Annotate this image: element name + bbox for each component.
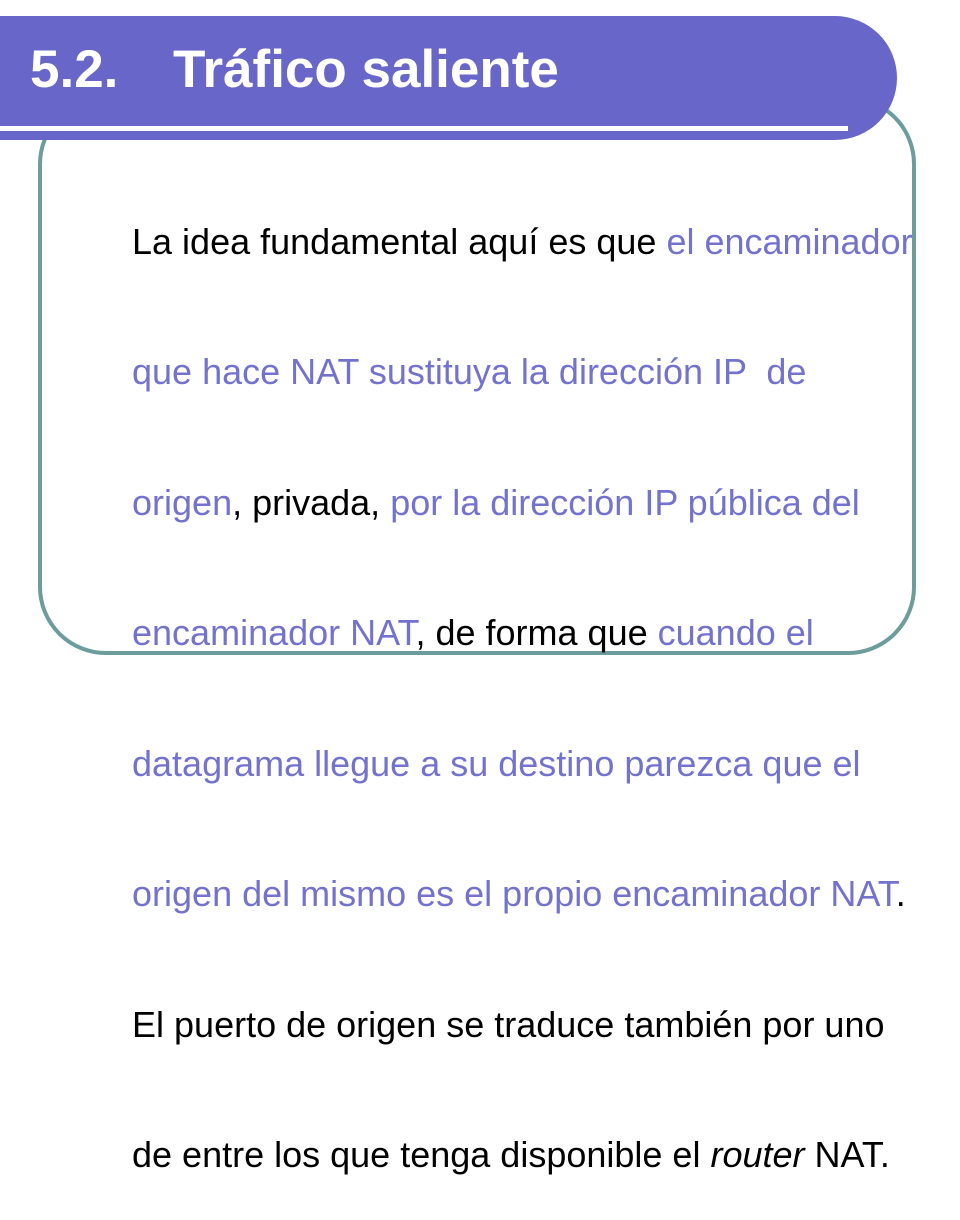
title-number: 5.2. xyxy=(30,42,118,98)
body-line xyxy=(72,959,917,1090)
body-line xyxy=(72,176,917,307)
body-line xyxy=(72,829,917,960)
title-underline xyxy=(0,126,848,131)
text-segment: encaminador NAT xyxy=(132,612,415,653)
text-segment: , de forma que xyxy=(415,612,657,653)
text-segment: El puerto de origen se traduce también por uno xyxy=(132,1004,884,1045)
body-text xyxy=(72,176,917,1220)
body-line xyxy=(72,307,917,438)
text-segment: La idea fundamental aquí es que xyxy=(132,221,666,262)
text-segment: cuando el xyxy=(658,612,814,653)
text-segment: router xyxy=(710,1134,804,1175)
text-segment: NAT. xyxy=(805,1134,890,1175)
text-segment: por la dirección IP pública del xyxy=(390,482,860,523)
text-segment: de entre los que tenga disponible el xyxy=(132,1134,710,1175)
text-segment: que hace NAT sustituya la dirección IP de xyxy=(132,351,806,392)
text-segment: origen del mismo es el propio encaminador NAT xyxy=(132,873,896,914)
text-segment: datagrama llegue a su destino parezca que el xyxy=(132,743,861,784)
text-segment: origen xyxy=(132,482,232,523)
body-line xyxy=(72,437,917,568)
body-line xyxy=(72,1090,917,1220)
title-text: Tráfico saliente xyxy=(173,42,559,98)
text-segment: , privada, xyxy=(232,482,390,523)
body-line xyxy=(72,698,917,829)
title-bar xyxy=(0,16,897,140)
body-line xyxy=(72,568,917,699)
text-segment: el encaminador xyxy=(666,221,912,262)
text-segment: . xyxy=(896,873,906,914)
